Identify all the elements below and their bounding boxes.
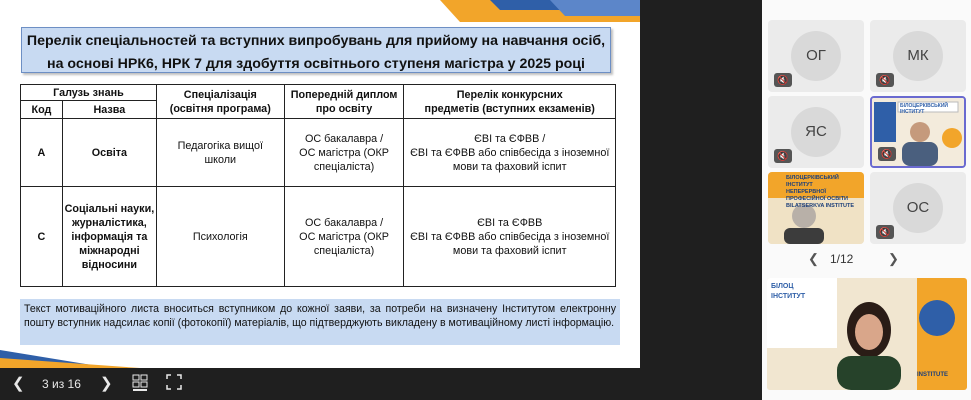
diploma-line: спеціаліста) bbox=[313, 160, 375, 173]
video-caption bbox=[771, 282, 805, 302]
header-spec-sub: (освітня програма) bbox=[169, 102, 271, 115]
participant-video-tile[interactable] bbox=[870, 96, 966, 168]
participant-tile[interactable] bbox=[768, 20, 864, 92]
mic-muted-icon: 🔇 bbox=[878, 147, 896, 161]
exam-line: ЄВІ та ЄФВВ bbox=[477, 216, 543, 229]
participant-tile[interactable] bbox=[870, 172, 966, 244]
header-exams bbox=[404, 85, 616, 119]
row-exams bbox=[404, 119, 616, 187]
caption-line: БІЛОЦЕРКІВСЬКИЙ ІНСТИТУТ bbox=[786, 175, 839, 188]
diploma-line: ОС бакалавра / bbox=[304, 216, 384, 229]
name-line: інформація та bbox=[71, 230, 148, 243]
row-code: С bbox=[21, 187, 63, 287]
header-field: Галузь знань bbox=[21, 85, 157, 101]
table-row bbox=[21, 187, 616, 287]
mic-muted-icon: 🔇 bbox=[876, 225, 894, 239]
thumbnails-icon[interactable] bbox=[132, 374, 148, 397]
caption-line: ІНСТИТУТ bbox=[771, 293, 806, 300]
chevron-left-icon[interactable]: ❮ bbox=[12, 375, 25, 392]
participant-tile[interactable] bbox=[768, 96, 864, 168]
participant-avatar: ОС bbox=[893, 183, 943, 233]
slide-title-line-2: на основі НРК6, НРК 7 для здобуття освітнього ступеня магістра у 2025 році bbox=[47, 56, 585, 72]
row-name bbox=[62, 187, 156, 287]
header-name: Назва bbox=[62, 101, 156, 119]
diploma-line: ОС бакалавра / bbox=[304, 132, 384, 145]
header-diploma-sub: про освіту bbox=[315, 102, 373, 115]
header-exams-sub: предметів (вступних екзаменів) bbox=[424, 102, 595, 115]
header-specialization bbox=[156, 85, 284, 119]
caption-line: BILATSERKVA INSTITUTE bbox=[786, 203, 855, 209]
chevron-left-icon[interactable]: ❮ bbox=[808, 251, 819, 266]
exam-line: ЄВІ та ЄФВВ / bbox=[474, 132, 546, 145]
header-spec-label: Спеціалізація bbox=[183, 88, 257, 101]
caption-line: НЕПЕРЕРВНОЇ ПРОФЕСІЙНОЇ ОСВІТИ bbox=[786, 189, 849, 202]
header-diploma-label: Попередній диплом bbox=[290, 88, 398, 101]
row-name: Освіта bbox=[62, 119, 156, 187]
caption-line: БІЛОЦ bbox=[771, 283, 794, 290]
row-diploma bbox=[284, 187, 404, 287]
participant-avatar: ЯС bbox=[791, 107, 841, 157]
slide-decoration-top bbox=[400, 0, 640, 22]
slide-title-box bbox=[21, 27, 611, 73]
chevron-right-icon[interactable]: ❯ bbox=[100, 375, 113, 392]
slide-counter: 3 из 16 bbox=[42, 377, 81, 391]
spec-line: школи bbox=[204, 153, 237, 166]
exam-line: мови та фаховий іспит bbox=[452, 160, 567, 173]
slide-title-line-1: Перелік спеціальностей та вступних випробувань для прийому на навчання осіб, bbox=[26, 33, 606, 49]
diploma-line: спеціаліста) bbox=[313, 244, 375, 257]
participant-tile[interactable] bbox=[870, 20, 966, 92]
name-line: журналістика, bbox=[71, 216, 147, 229]
name-line: відносини bbox=[81, 258, 138, 271]
table-row bbox=[21, 119, 616, 187]
name-line: міжнародні bbox=[79, 244, 140, 257]
video-caption: INSTITUTE bbox=[917, 372, 948, 378]
video-caption bbox=[786, 175, 864, 210]
row-specialization bbox=[156, 119, 284, 187]
spec-line: Педагогіка вищої bbox=[177, 139, 263, 152]
exam-line: ЄВІ та ЄФВВ або співбесіда з іноземної bbox=[410, 146, 610, 159]
video-caption: БІЛОЦЕРКІВСЬКИЙ ІНСТИТУТ bbox=[900, 103, 949, 115]
mic-muted-icon: 🔇 bbox=[876, 73, 894, 87]
row-specialization: Психологія bbox=[156, 187, 284, 287]
participants-page-counter: 1/12 bbox=[830, 252, 854, 266]
presentation-controls bbox=[0, 368, 762, 400]
name-line: Соціальні науки, bbox=[64, 202, 155, 215]
mic-muted-icon: 🔇 bbox=[774, 149, 792, 163]
header-diploma bbox=[284, 85, 404, 119]
participant-avatar: ОГ bbox=[791, 31, 841, 81]
motivation-letter-note: Текст мотиваційного листа вноситься вступником до кожної заяви, за потреби на визначену Інститутом електронну пошту вступник надсилає копії (фотокопії) матеріалів, що підтверджують викладену в мотиваційному листі інформацію. bbox=[20, 299, 620, 345]
chevron-right-icon[interactable]: ❯ bbox=[888, 251, 899, 266]
fullscreen-icon[interactable] bbox=[166, 374, 182, 395]
row-code: А bbox=[21, 119, 63, 187]
header-code: Код bbox=[21, 101, 63, 119]
diploma-line: ОС магістра (ОКР bbox=[299, 146, 389, 159]
mic-muted-icon: 🔇 bbox=[774, 73, 792, 87]
header-exams-label: Перелік конкурсних bbox=[456, 88, 563, 101]
row-exams bbox=[404, 187, 616, 287]
exam-line: ЄВІ та ЄФВВ або співбесіда з іноземної bbox=[410, 230, 610, 243]
speaker-video[interactable] bbox=[767, 278, 967, 390]
participant-avatar: МК bbox=[893, 31, 943, 81]
exam-line: мови та фаховий іспит bbox=[452, 244, 567, 257]
specialties-table bbox=[20, 84, 616, 287]
diploma-line: ОС магістра (ОКР bbox=[299, 230, 389, 243]
row-diploma bbox=[284, 119, 404, 187]
participant-video-tile[interactable] bbox=[768, 172, 864, 244]
